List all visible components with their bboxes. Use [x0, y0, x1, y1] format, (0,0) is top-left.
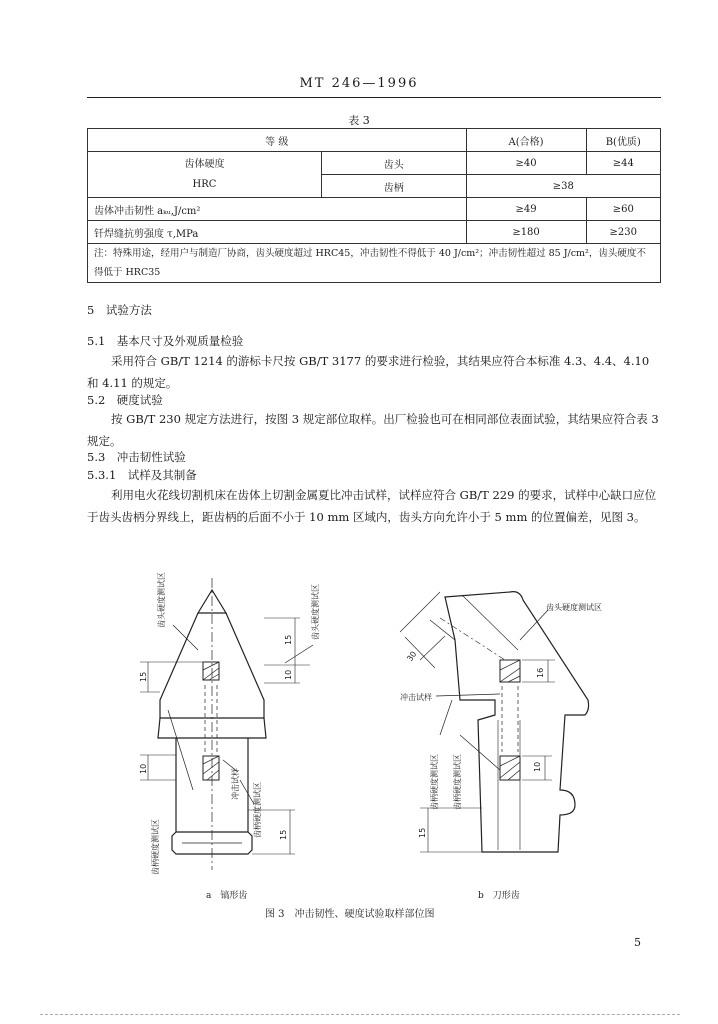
blade-dim-10: 10 [533, 761, 542, 772]
section-5-title: 5 试验方法 [87, 303, 152, 317]
impact-b: ≥60 [586, 198, 660, 221]
footer-rule [40, 1014, 680, 1015]
grade-a-header: A(合格) [466, 129, 586, 152]
blade-head-zone-label: 齿头硬度测试区 [546, 603, 602, 612]
section-5-3-1-title: 5.3.1 试样及其制备 [87, 468, 197, 482]
hardness-label-line2: HRC [192, 178, 217, 190]
pick-dim-15a: 15 [284, 634, 293, 645]
blade-dim-15: 15 [418, 827, 427, 838]
shear-b: ≥230 [586, 221, 660, 244]
shear-a: ≥180 [466, 221, 586, 244]
section-5-2-body: 按 GB/T 230 规定方法进行，按图 3 规定部位取样。出厂检验也可在相同部位表面试验，其结果应符合表 3 规定。 [87, 412, 659, 448]
section-5-1-title: 5.1 基本尺寸及外观质量检验 [87, 334, 244, 348]
page-number: 5 [634, 936, 641, 949]
pick-impact-label: 冲击试样 [231, 768, 240, 800]
pick-head-zone-label: 齿头硬度测试区 [157, 572, 166, 628]
pick-shank-zone-label: 齿柄硬度测试区 [253, 782, 262, 838]
page-header: MT 246—1996 [299, 76, 419, 91]
pick-shank-zone-label-2: 齿柄硬度测试区 [151, 819, 160, 875]
sub-caption-a: a 镐形齿 [206, 891, 248, 901]
table-title: 表 3 [348, 114, 370, 127]
blade-dim-30: 30 [405, 649, 419, 664]
pick-head-zone-label-2: 齿头硬度测试区 [311, 584, 320, 640]
hardness-label-line1: 齿体硬度 [184, 158, 225, 170]
grade-header: 等 级 [88, 129, 467, 152]
grade-b-header: B(优质) [586, 129, 660, 152]
figure-caption: 图 3 冲击韧性、硬度试验取样部位图 [265, 909, 435, 920]
head-label: 齿头 [322, 152, 467, 175]
blade-cutter-drawing [400, 592, 589, 852]
pick-dim-15c: 15 [279, 829, 288, 840]
pick-dim-10b: 10 [139, 763, 148, 774]
blade-shank-zone-label-2: 齿柄硬度测试区 [453, 754, 462, 810]
head-b: ≥44 [586, 152, 660, 175]
blade-dim-16: 16 [536, 667, 545, 678]
blade-impact-label: 冲击试样 [400, 693, 432, 702]
sub-caption-b: b 刀形齿 [478, 891, 520, 901]
shank-ab: ≥38 [466, 175, 660, 198]
table-note: 注：特殊用途，经用户与制造厂协商，齿头硬度超过 HRC45，冲击韧性不得低于 40 J/cm²；冲击韧性超过 85 J/cm²，齿头硬度不得低于 HRC35 [88, 244, 661, 283]
impact-a: ≥49 [466, 198, 586, 221]
section-5-3-title: 5.3 冲击韧性试验 [87, 450, 186, 464]
section-5-1-body: 采用符合 GB/T 1214 的游标卡尺按 GB/T 3177 的要求进行检验，其结果应符合本标准 4.3、4.4、4.10 和 4.11 的规定。 [87, 354, 650, 390]
section-5-2-title: 5.2 硬度试验 [87, 393, 163, 407]
pick-dim-10a: 10 [284, 669, 293, 680]
impact-label: 齿体冲击韧性 aₖᵤ,J/cm² [88, 198, 467, 221]
section-5-3-1-body: 利用电火花线切割机床在齿体上切割金属夏比冲击试样，试样应符合 GB/T 229 的要求，试样中心缺口应位于齿头齿柄分界线上，距齿柄的后面不小于 10 mm 区域内，齿头方向允许小于 5 mm 的位置偏差，见图 3。 [87, 488, 657, 524]
blade-shank-zone-label: 齿柄硬度测试区 [430, 754, 439, 810]
shank-label: 齿柄 [322, 175, 467, 198]
shear-label: 钎焊缝抗剪强度 τ,MPa [88, 221, 467, 244]
head-a: ≥40 [466, 152, 586, 175]
pick-dim-15b: 15 [139, 671, 148, 682]
